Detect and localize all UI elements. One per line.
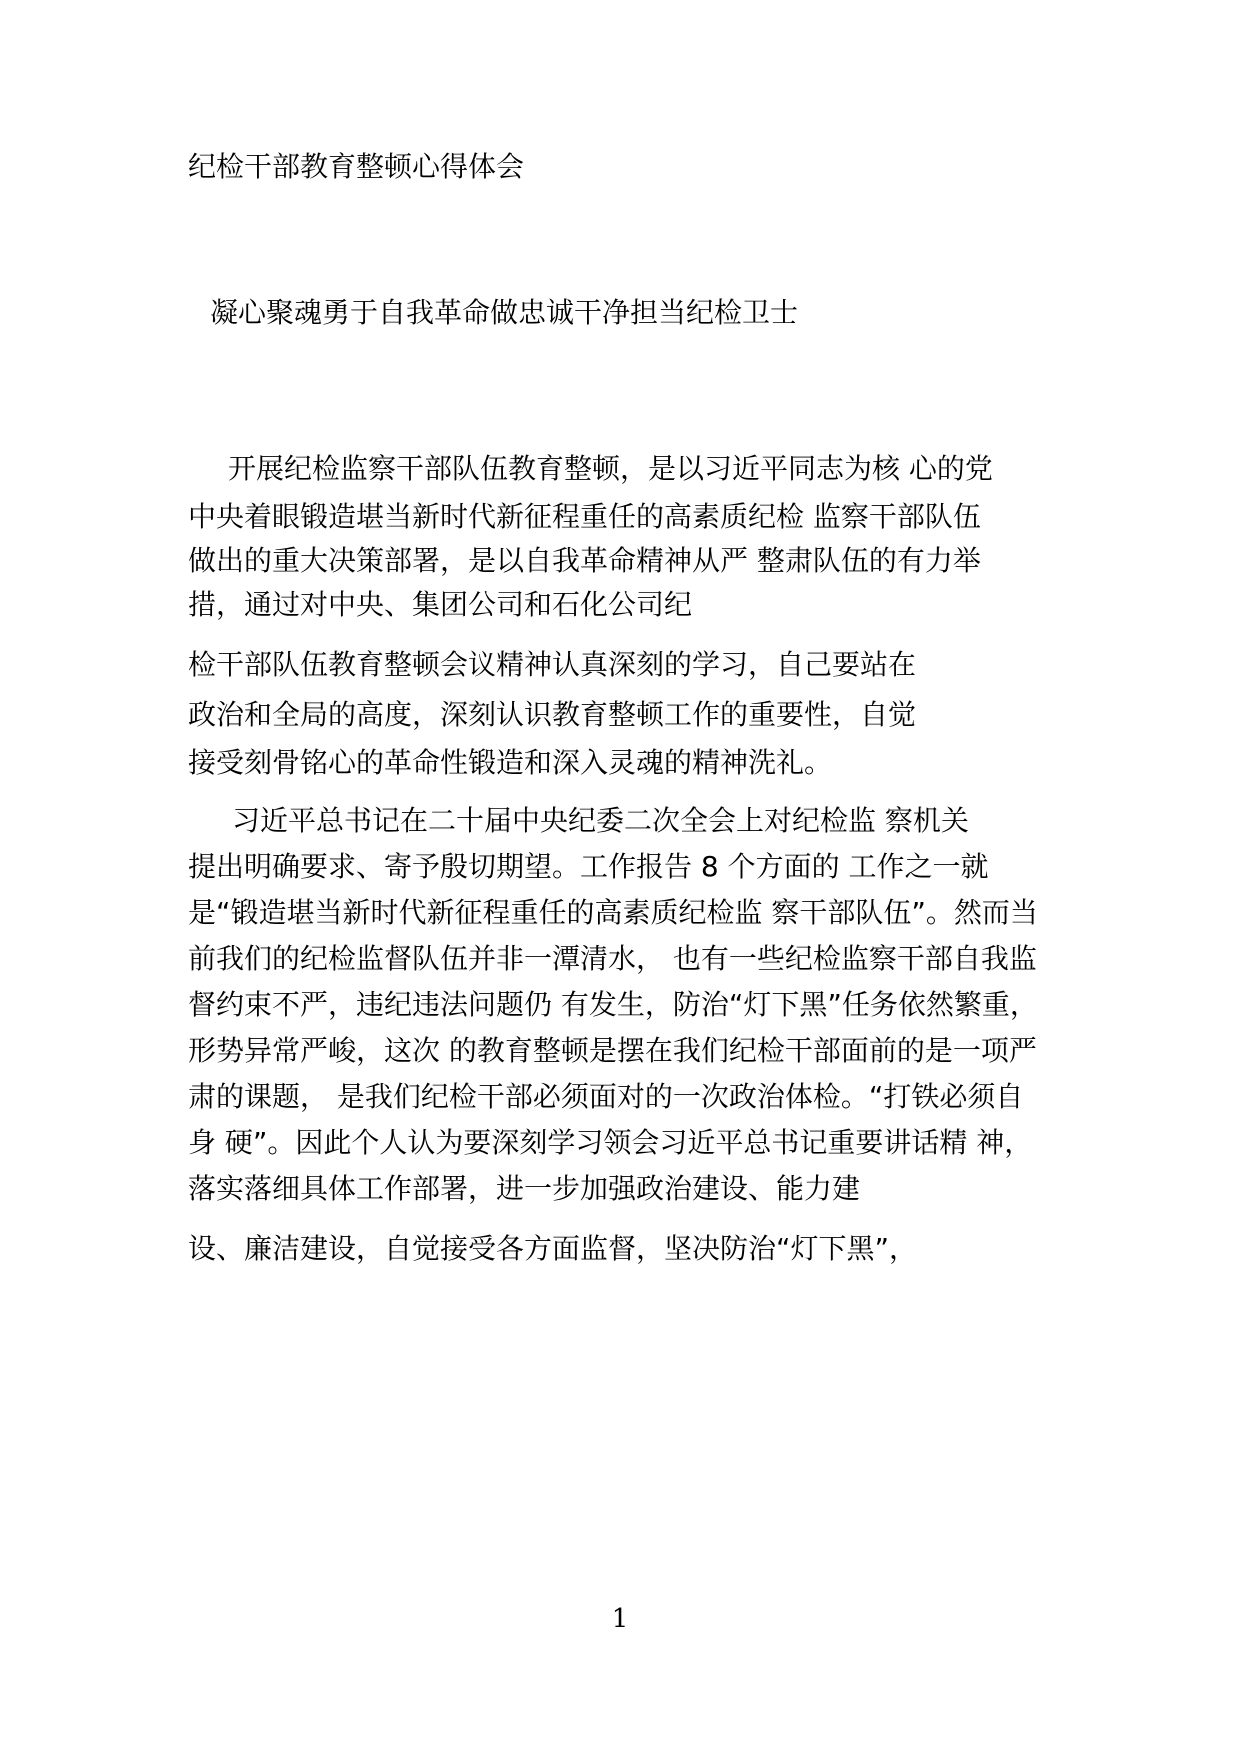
page-number: 1 [611, 1604, 629, 1634]
paragraph-1-line-4: 措，通过对中央、集团公司和石化公司纪 [188, 588, 693, 621]
paragraph-2-line-2: 提出明确要求、寄予殷切期望。工作报告 8 个方面的 工作之一就 [188, 850, 989, 883]
paragraph-1-line-6: 政治和全局的高度，深刻认识教育整顿工作的重要性，自觉 [188, 698, 917, 731]
paragraph-2-line-10: 设、廉洁建设，自觉接受各方面监督，坚决防治“灯下黑”， [188, 1232, 918, 1265]
paragraph-2-line-5: 督约束不严，违纪违法问题仍 有发生，防治“灯下黑”任务依然繁重， [188, 988, 1038, 1021]
paragraph-2-line-3: 是“锻造堪当新时代新征程重任的高素质纪检监 察干部队伍”。然而当 [188, 896, 1038, 929]
document-subtitle: 凝心聚魂勇于自我革命做忠诚干净担当纪检卫士 [210, 296, 799, 329]
paragraph-2-line-1: 习近平总书记在二十届中央纪委二次全会上对纪检监 察机关 [232, 804, 969, 837]
paragraph-1-line-2: 中央着眼锻造堪当新时代新征程重任的高素质纪检 监察干部队伍 [188, 500, 981, 533]
document-title: 纪检干部教育整顿心得体会 [188, 150, 525, 183]
paragraph-2-line-9: 落实落细具体工作部署，进一步加强政治建设、能力建 [188, 1172, 861, 1205]
paragraph-1-line-3: 做出的重大决策部署，是以自我革命精神从严 整肃队伍的有力举 [188, 544, 981, 577]
paragraph-2-line-7: 肃的课题， 是我们纪检干部必须面对的一次政治体检。“打铁必须自 [188, 1080, 1024, 1113]
paragraph-1-line-1: 开展纪检监察干部队伍教育整顿，是以习近平同志为核 心的党 [228, 452, 993, 485]
paragraph-2-line-8: 身 硬”。因此个人认为要深刻学习领会习近平总书记重要讲话精 神， [188, 1126, 1033, 1159]
paragraph-1-line-5: 检干部队伍教育整顿会议精神认真深刻的学习，自己要站在 [188, 648, 917, 681]
paragraph-2-line-4: 前我们的纪检监督队伍并非一潭清水， 也有一些纪检监察干部自我监 [188, 942, 1037, 975]
paragraph-2-line-6: 形势异常严峻，这次 的教育整顿是摆在我们纪检干部面前的是一项严 [188, 1034, 1037, 1067]
paragraph-1-line-7: 接受刻骨铭心的革命性锻造和深入灵魂的精神洗礼。 [188, 746, 833, 779]
